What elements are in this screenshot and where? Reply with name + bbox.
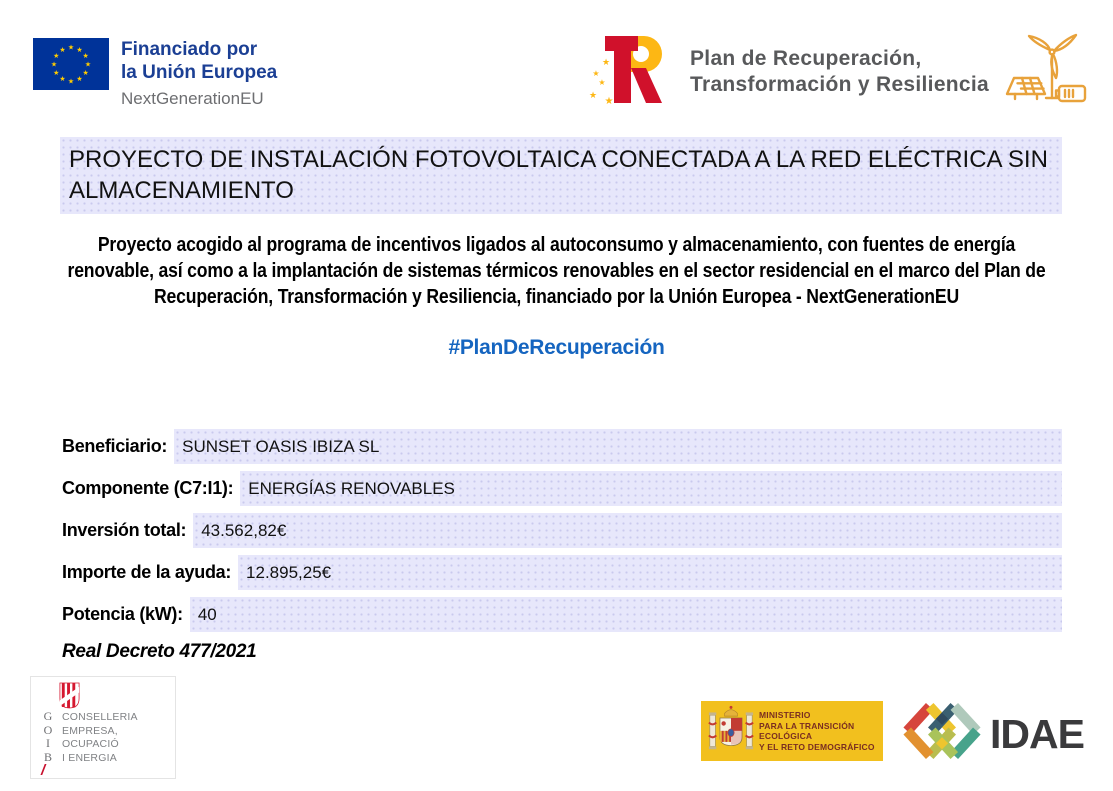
goib-slash-mark: / [41,762,46,779]
field-value: ENERGÍAS RENOVABLES [240,471,1062,506]
field-value: 43.562,82€ [193,513,1062,548]
field-value: 40 [190,597,1062,632]
idae-wordmark: IDAE [990,711,1084,757]
field-value: SUNSET OASIS IBIZA SL [174,429,1062,464]
svg-text:★: ★ [50,60,58,69]
renewable-energy-icon [1000,26,1092,123]
conselleria-name [62,711,175,765]
field-label: Importe de la ayuda: [62,562,232,582]
field-label: Beneficiario: [62,436,168,456]
svg-text:★: ★ [67,77,75,86]
field-row-potencia [62,597,1062,632]
svg-text:★: ★ [601,58,611,68]
svg-text:★: ★ [67,43,75,52]
field-row-inversion [62,513,1062,548]
goib-letter-i: I [46,736,50,750]
svg-text:★: ★ [59,75,66,84]
svg-text:★: ★ [82,69,89,77]
spain-coat-of-arms-icon [708,704,754,759]
goib-letter-b: B [43,749,52,764]
field-row-beneficiario [62,429,1062,464]
svg-text:★: ★ [53,52,60,60]
balearic-shield-icon [58,682,81,714]
project-fields [62,429,1062,663]
field-label: Componente (C7:I1): [62,478,234,498]
ministerio-logo [701,701,883,761]
royal-decree-reference: Real Decreto 477/2021 [62,641,257,662]
ministerio-line1: MINISTERIO [759,710,811,720]
field-value: 12.895,25€ [238,555,1062,590]
svg-text:★: ★ [84,60,92,69]
goib-letter-o: O [43,722,53,737]
svg-text:★: ★ [76,75,83,84]
eu-program-name: NextGenerationEU [121,89,264,108]
goib-acronym [41,710,55,764]
project-title: PROYECTO DE INSTALACIÓN FOTOVOLTAICA CONECTADA A LA RED ELÉCTRICA SIN ALMACENAMIENTO [60,137,1062,214]
goib-letter-g: G [43,709,53,723]
conselleria-line1: CONSELLERIA [62,711,138,723]
recovery-plan-hashtag: #PlanDeRecuperación [448,336,665,359]
ministerio-line3: Y EL RETO DEMOGRÁFICO [759,741,875,752]
field-label: Potencia (kW): [62,604,183,624]
field-label: Inversión total: [62,520,187,540]
svg-text:★: ★ [592,69,600,78]
svg-text:★: ★ [588,91,598,101]
field-row-importe-ayuda [62,555,1062,590]
prtr-title-line2: Transformación y Resiliencia [690,73,990,96]
prtr-title [690,46,989,98]
svg-text:★: ★ [604,96,614,107]
conselleria-line3: I ENERGIA [62,751,117,764]
idae-rings-icon [898,698,986,769]
svg-text:★: ★ [598,78,606,87]
ministerio-line2: PARA LA TRANSICIÓN ECOLÓGICA [759,720,855,741]
svg-text:★: ★ [59,45,66,54]
prtr-title-line1: Plan de Recuperación, [690,47,922,70]
ministerio-name [759,710,883,752]
goib-logo [30,676,176,779]
eu-flag-icon [33,38,109,95]
conselleria-line2: EMPRESA, OCUPACIÓ [62,724,119,750]
eu-funded-line2: la Unión Europea [121,62,278,83]
svg-text:★: ★ [82,52,89,60]
eu-funded-line1: Financiado por [121,39,258,60]
prtr-logo-icon [588,30,688,120]
svg-text:★: ★ [76,45,83,54]
svg-text:★: ★ [53,69,60,77]
program-description: Proyecto acogido al programa de incentivos ligados al autoconsumo y almacenamiento, con fuentes de energía renovable, así como a la implantación de sistemas térmicos renovables en el sector residencial en el marco del Plan de Recuperación, Transformación y Resiliencia, financiado por la Unión Europea - NextGenerationEU [67,234,1046,308]
eu-funding-text [121,38,277,110]
field-row-componente [62,471,1062,506]
